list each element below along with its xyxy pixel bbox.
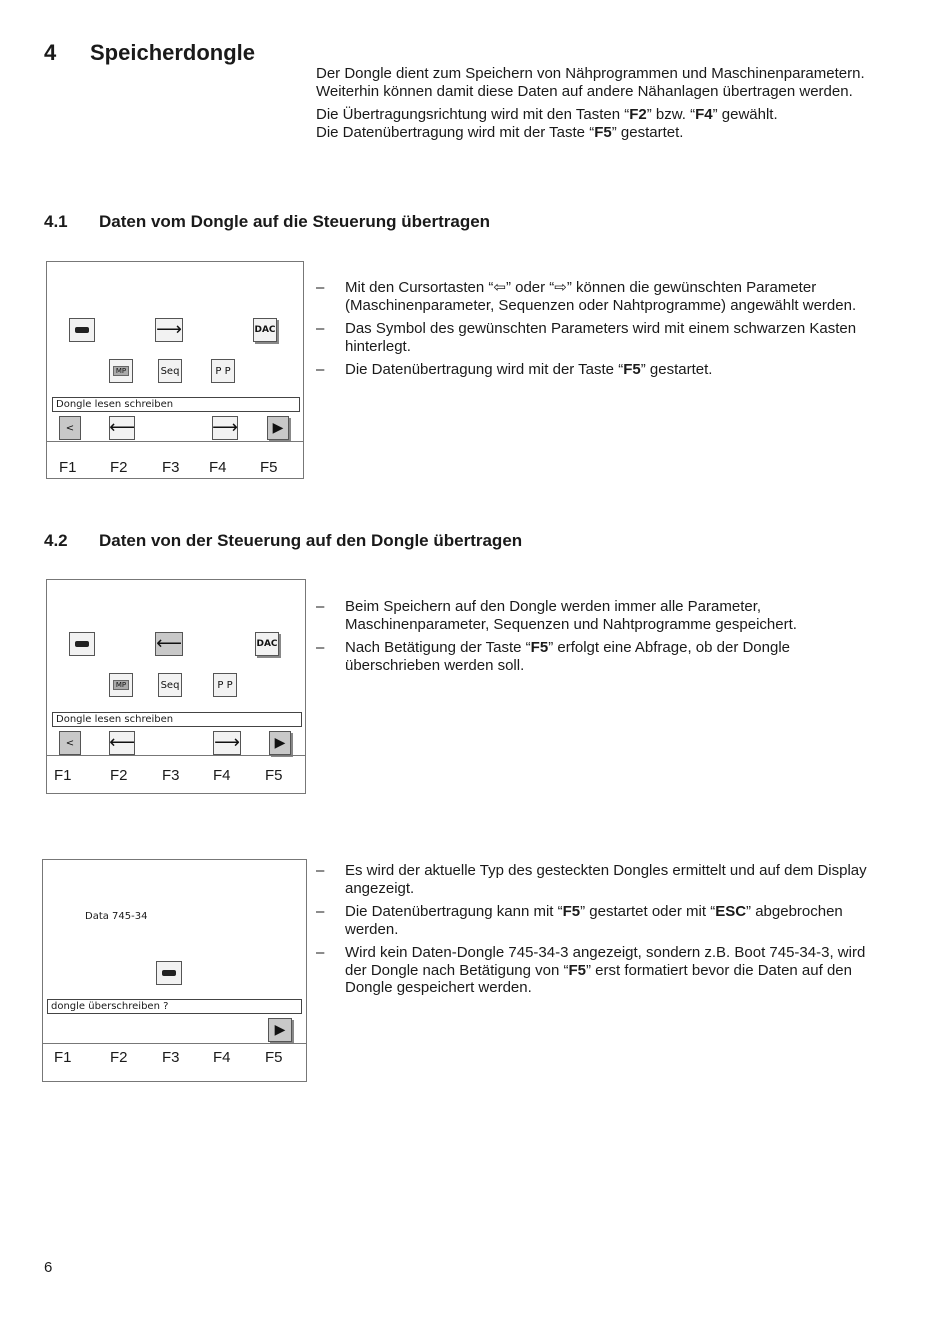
intro-paragraph-2: Die Übertragungsrichtung wird mit den Tasten “F2” bzw. “F4” gewählt. Die Datenübertragung wird mit der Taste “F5” gestartet. xyxy=(316,106,778,141)
arrow-right-key-icon[interactable]: ⟶ xyxy=(214,732,240,753)
f5-label[interactable]: F5 xyxy=(260,459,278,476)
arrow-left-key-icon[interactable]: ⟵ xyxy=(109,417,135,438)
start-icon[interactable]: ▶ xyxy=(269,731,291,755)
f2-label[interactable]: F2 xyxy=(110,1049,128,1066)
list-item: – Die Datenübertragung kann mit “F5” gestartet oder mit “ESC” abgebrochen werden. xyxy=(316,903,843,938)
divider xyxy=(43,1043,306,1044)
arrow-left-icon[interactable]: ⟵ xyxy=(156,633,182,654)
f3-label[interactable]: F3 xyxy=(162,1049,180,1066)
divider xyxy=(47,755,305,756)
back-icon[interactable]: < xyxy=(59,416,81,440)
section-1-title: Daten vom Dongle auf die Steuerung übertragen xyxy=(99,212,491,231)
section-3-list xyxy=(316,862,876,1003)
f2-label[interactable]: F2 xyxy=(110,459,128,476)
back-icon[interactable]: < xyxy=(59,731,81,755)
list-item: – Beim Speichern auf den Dongle werden immer alle Parameter, Maschinenparameter, Sequenzen und Nahtprogramme gespeichert. xyxy=(316,598,797,633)
f1-label[interactable]: F1 xyxy=(54,1049,72,1066)
data-type-label: Data 745-34 xyxy=(85,911,148,922)
list-item: – Es wird der aktuelle Typ des gesteckten Dongles ermittelt und auf dem Display angezeigt. xyxy=(316,862,867,897)
pp-icon[interactable]: P P xyxy=(211,359,235,383)
status-bar: Dongle lesen schreiben xyxy=(52,712,302,727)
f4-label[interactable]: F4 xyxy=(213,767,231,784)
pp-icon[interactable]: P P xyxy=(213,673,237,697)
display-screen-3 xyxy=(42,859,307,1082)
list-item: – Das Symbol des gewünschten Parameters wird mit einem schwarzen Kasten hinterlegt. xyxy=(316,320,857,355)
status-bar: dongle überschreiben ? xyxy=(47,999,302,1014)
list-item: – Wird kein Daten-Dongle 745-34-3 angezeigt, sondern z.B. Boot 745-34-3, wird der Dongle nach Betätigung von “F5” erst formatiert bevor die Daten auf den Dongle gespeichert werden. xyxy=(316,944,866,996)
dongle-icon xyxy=(156,961,182,985)
chapter-title: Speicherdongle xyxy=(90,40,256,65)
mp-icon[interactable]: MP xyxy=(109,359,133,383)
f4-label[interactable]: F4 xyxy=(209,459,227,476)
f1-label[interactable]: F1 xyxy=(59,459,77,476)
arrow-right-key-icon[interactable]: ⟶ xyxy=(212,417,238,438)
page-number: 6 xyxy=(44,1259,53,1276)
dongle-icon[interactable] xyxy=(69,318,95,342)
f3-label[interactable]: F3 xyxy=(162,767,180,784)
section-2-title: Daten von der Steuerung auf den Dongle übertragen xyxy=(99,531,523,550)
arrow-left-key-icon[interactable]: ⟵ xyxy=(109,732,135,753)
display-screen-2 xyxy=(46,579,306,794)
dac-icon[interactable]: DAC xyxy=(255,632,279,656)
start-icon[interactable]: ▶ xyxy=(267,416,289,440)
intro-text xyxy=(316,65,876,147)
section-1-list xyxy=(316,279,876,385)
dac-icon[interactable]: DAC xyxy=(253,318,277,342)
section-2-number: 4.2 xyxy=(44,531,68,550)
f5-label[interactable]: F5 xyxy=(265,767,283,784)
seq-icon[interactable]: Seq xyxy=(158,359,182,383)
start-icon[interactable]: ▶ xyxy=(268,1018,292,1042)
status-bar: Dongle lesen schreiben xyxy=(52,397,300,412)
dongle-icon[interactable] xyxy=(69,632,95,656)
f2-label[interactable]: F2 xyxy=(110,767,128,784)
f4-label[interactable]: F4 xyxy=(213,1049,231,1066)
list-item: – Mit den Cursortasten “⇦” oder “⇨” können die gewünschten Parameter (Maschinenparameter, Sequenzen oder Nahtprogramme) angewählt werden. xyxy=(316,279,857,314)
display-screen-1 xyxy=(46,261,304,479)
list-item: – Die Datenübertragung wird mit der Taste “F5” gestartet. xyxy=(316,361,713,378)
section-2-list xyxy=(316,598,876,680)
f1-label[interactable]: F1 xyxy=(54,767,72,784)
chapter-number: 4 xyxy=(44,40,57,65)
list-item: – Nach Betätigung der Taste “F5” erfolgt eine Abfrage, ob der Dongle überschrieben werden soll. xyxy=(316,639,791,674)
section-1-number: 4.1 xyxy=(44,212,68,231)
arrow-right-icon[interactable]: ⟶ xyxy=(156,319,182,340)
seq-icon[interactable]: Seq xyxy=(158,673,182,697)
intro-paragraph-1: Der Dongle dient zum Speichern von Nähprogrammen und Maschinenparametern. Weiterhin können damit diese Daten auf andere Nähanlagen übertragen werden. xyxy=(316,65,865,100)
f3-label[interactable]: F3 xyxy=(162,459,180,476)
mp-icon[interactable]: MP xyxy=(109,673,133,697)
f5-label[interactable]: F5 xyxy=(265,1049,283,1066)
divider xyxy=(47,441,303,442)
